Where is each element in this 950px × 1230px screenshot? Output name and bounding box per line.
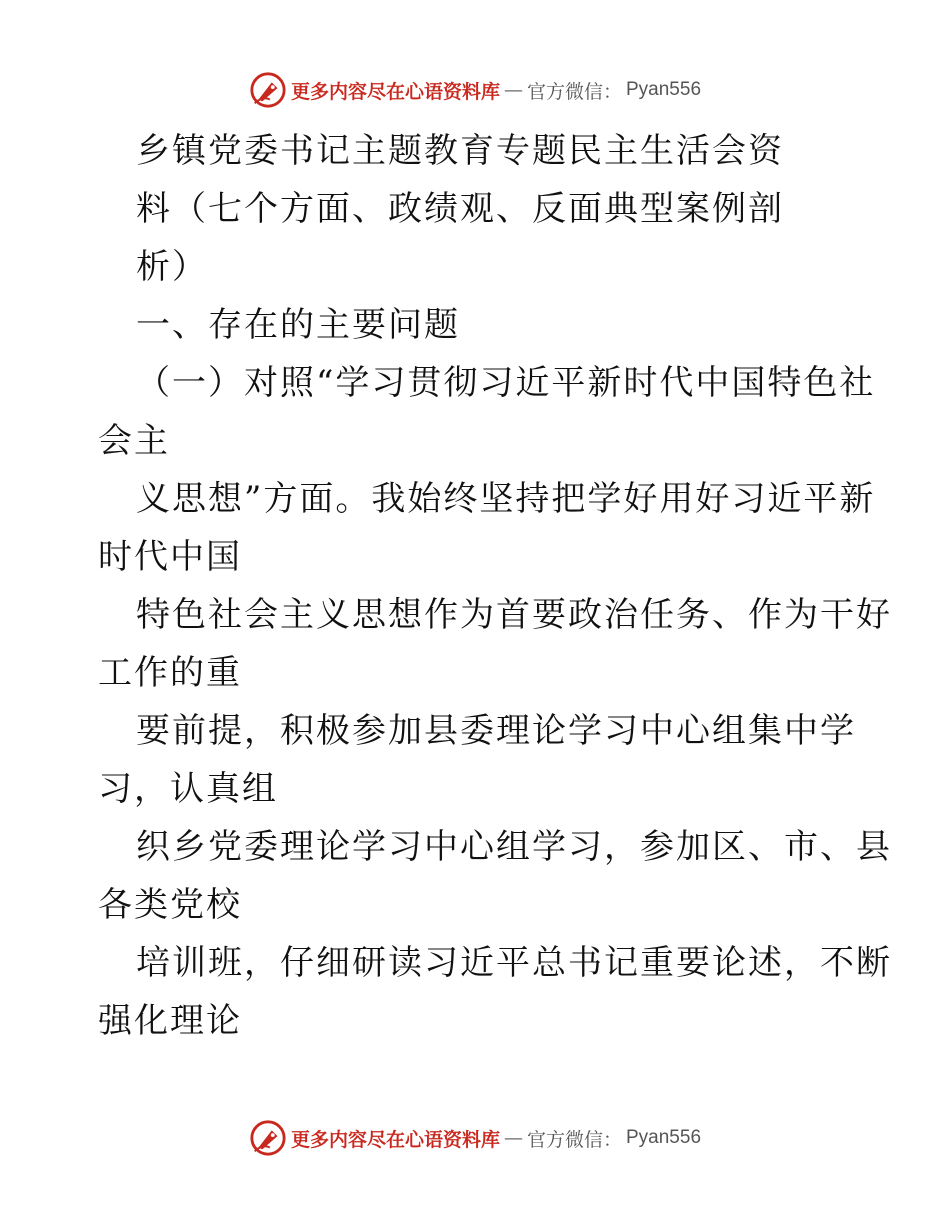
watermark-wechat-label: 官方微信： (526, 1128, 622, 1151)
paragraph-line: 培训班，仔细研读习近平总书记重要论述，不断 (136, 943, 892, 983)
paragraph-line: 织乡党委理论学习中心组学习，参加区、市、县 (136, 827, 892, 867)
watermark-wechat-id: Pyan556 (626, 1127, 702, 1148)
paragraph-line: 工作的重 (98, 653, 242, 693)
section-heading: 一、存在的主要问题 (136, 305, 460, 345)
pen-nib-logo-icon (249, 1119, 287, 1157)
watermark-wechat-label: 官方微信： (526, 80, 622, 103)
watermark-site-text: 更多内容尽在心语资料库 (290, 80, 500, 103)
paragraph-line: 时代中国 (98, 537, 242, 577)
doc-title-line-1: 乡镇党委书记主题教育专题民主生活会资 (136, 131, 784, 171)
paragraph-line: 习，认真组 (98, 769, 278, 809)
watermark-site-text: 更多内容尽在心语资料库 (290, 1128, 500, 1151)
doc-title-line-3: 析） (136, 247, 208, 287)
paragraph-line: 要前提，积极参加县委理论学习中心组集中学 (136, 711, 856, 751)
paragraph-line: 特色社会主义思想作为首要政治任务、作为干好 (136, 595, 892, 635)
paragraph-line: 义思想”方面。我始终坚持把学好用好习近平新 (136, 479, 876, 519)
paragraph-line: 各类党校 (98, 885, 242, 925)
header-watermark (0, 70, 950, 110)
pen-nib-logo-icon (249, 71, 287, 109)
doc-title-line-2: 料（七个方面、政绩观、反面典型案例剖 (136, 189, 784, 229)
paragraph-line: （一）对照“学习贯彻习近平新时代中国特色社 (136, 363, 876, 403)
paragraph-line: 强化理论 (98, 1001, 242, 1041)
watermark-dash: — (503, 1127, 523, 1149)
document-body (98, 122, 892, 1050)
watermark-dash: — (503, 79, 523, 101)
paragraph-line: 会主 (98, 421, 170, 461)
watermark-wechat-id: Pyan556 (626, 79, 702, 100)
footer-watermark (0, 1118, 950, 1158)
